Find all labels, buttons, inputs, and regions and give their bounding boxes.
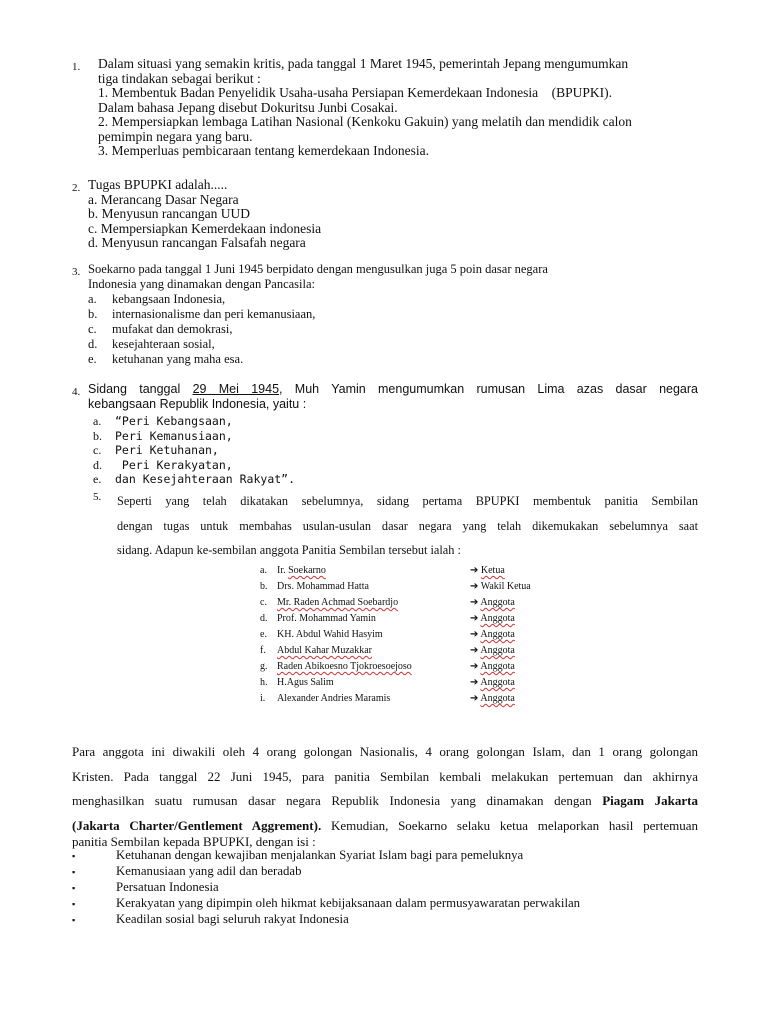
q4-option xyxy=(93,441,393,456)
closing-line: panitia Sembilan kepada BPUPKI, dengan isi : xyxy=(72,834,316,849)
bullet-icon: ▪ xyxy=(72,851,76,861)
q3-text xyxy=(88,262,688,367)
list-item xyxy=(72,864,692,880)
closing-paragraph xyxy=(72,740,698,838)
q4-option xyxy=(93,427,393,442)
option-letter: d. xyxy=(93,457,102,472)
member-letter: c. xyxy=(260,597,267,608)
option-letter: b. xyxy=(88,307,98,321)
closing-text: menghasilkan suatu rumusan dasar negara Republik Indonesia yang dinamakan dengan xyxy=(72,793,592,808)
q4-line1-start: Sidang tanggal xyxy=(88,382,181,396)
arrow-icon: ➔ xyxy=(470,597,479,608)
closing-text: Kemudian, Soekarno selaku ketua melaporkan hasil pertemuan xyxy=(321,817,698,833)
q2-question: Tugas BPUPKI adalah..... xyxy=(88,177,228,192)
option-text: dan Kesejahteraan Rakyat”. xyxy=(115,472,296,486)
bullet-icon: ▪ xyxy=(72,899,76,909)
q5-line: Seperti yang telah dikatakan sebelumnya, sidang pertama BPUPKI membentuk panitia Sembilan xyxy=(117,494,698,508)
member-role-text: Anggota xyxy=(480,661,515,672)
list-item xyxy=(72,912,692,928)
option-letter: a. xyxy=(93,414,102,428)
member-role xyxy=(470,677,515,688)
member-role-text: Anggota xyxy=(480,677,515,688)
option-letter: e. xyxy=(88,352,97,366)
member-letter: i. xyxy=(260,693,266,704)
member-role xyxy=(470,645,515,656)
member-name: Prof. Mohammad Yamin xyxy=(277,613,376,624)
q4-line2: kebangsaan Republik Indonesia, yaitu : xyxy=(88,396,307,411)
q4-number: 4. xyxy=(72,386,81,398)
member-role-text: Ketua xyxy=(480,565,505,576)
option-letter: b. xyxy=(93,428,102,443)
member-row xyxy=(260,645,540,661)
q3-option xyxy=(88,292,688,307)
option-text: mufakat dan demokrasi, xyxy=(112,322,233,336)
member-role-text: Anggota xyxy=(480,597,515,608)
q4-option xyxy=(93,470,393,485)
member-name: Raden Abikoesno Tjokroesoejoso xyxy=(277,661,412,672)
list-item-text: Ketuhanan dengan kewajiban menjalankan Syariat Islam bagi para pemeluknya xyxy=(116,848,524,862)
member-name-text: Soekarno xyxy=(288,565,326,576)
member-row xyxy=(260,597,540,613)
bullet-icon: ▪ xyxy=(72,867,76,877)
member-role xyxy=(470,613,515,624)
member-role-text: Anggota xyxy=(480,613,515,624)
piagam-jakarta-term: Piagam Jakarta xyxy=(602,793,699,808)
member-row xyxy=(260,581,540,597)
q2-text xyxy=(88,178,488,251)
q1-line: tiga tindakan sebagai berikut : xyxy=(98,70,261,86)
member-role xyxy=(470,661,515,672)
member-row xyxy=(260,613,540,629)
q4-options xyxy=(93,412,393,485)
arrow-icon: ➔ xyxy=(470,629,479,640)
q2-option: c. Mempersiapkan Kemerdekaan indonesia xyxy=(88,220,322,236)
member-row xyxy=(260,677,540,693)
arrow-icon: ➔ xyxy=(470,581,479,592)
option-text: internasionalisme dan peri kemanusiaan, xyxy=(112,307,316,321)
option-text: Peri Ketuhanan, xyxy=(115,443,219,457)
member-letter: h. xyxy=(260,677,268,688)
member-row xyxy=(260,629,540,645)
member-role xyxy=(470,629,515,640)
member-name: Mr. Raden Achmad Soebardjo xyxy=(277,597,399,608)
member-role-text: Anggota xyxy=(480,693,515,704)
q2-number: 2. xyxy=(72,182,81,194)
q5-text xyxy=(117,489,698,563)
q1-number: 1. xyxy=(72,61,81,73)
member-letter: d. xyxy=(260,613,268,624)
q3-line: Indonesia yang dinamakan dengan Pancasila: xyxy=(88,277,316,291)
arrow-icon: ➔ xyxy=(470,693,479,704)
arrow-icon: ➔ xyxy=(470,613,479,624)
option-text: kebangsaan Indonesia, xyxy=(112,292,226,306)
member-name: H.Agus Salim xyxy=(277,677,334,688)
member-letter: a. xyxy=(260,565,267,576)
member-letter: b. xyxy=(260,581,268,592)
option-text: “Peri Kebangsaan, xyxy=(115,414,233,428)
list-item-text: Keadilan sosial bagi seluruh rakyat Indonesia xyxy=(116,912,349,926)
option-text: Peri Kemanusiaan, xyxy=(115,428,233,443)
arrow-icon: ➔ xyxy=(470,677,479,688)
option-letter: d. xyxy=(88,337,98,351)
option-letter: a. xyxy=(88,292,97,306)
list-item xyxy=(72,848,692,864)
member-name: Drs. Mohammad Hatta xyxy=(277,581,369,592)
q5-line: sidang. Adapun ke-sembilan anggota Panitia Sembilan tersebut ialah : xyxy=(117,543,461,557)
option-text: kesejahteraan sosial, xyxy=(112,337,215,351)
list-item-text: Kerakyatan yang dipimpin oleh hikmat kebijaksanaan dalam permusyawaratan perwakilan xyxy=(116,896,581,910)
q4-text xyxy=(88,382,698,411)
q3-option xyxy=(88,337,688,352)
q3-option xyxy=(88,352,688,367)
q3-number: 3. xyxy=(72,266,81,278)
member-letter: f. xyxy=(260,645,266,656)
q4-date: 29 Mei 1945 xyxy=(192,382,280,396)
q4-option xyxy=(93,412,393,427)
list-item xyxy=(72,880,692,896)
option-letter: e. xyxy=(93,472,102,486)
q3-line: Soekarno pada tanggal 1 Juni 1945 berpidato dengan mengusulkan juga 5 poin dasar negara xyxy=(88,262,548,276)
list-item-text: Persatuan Indonesia xyxy=(116,880,219,894)
member-role-text: Wakil Ketua xyxy=(480,581,531,592)
closing-line: Para anggota ini diwakili oleh 4 orang golongan Nasionalis, 4 orang golongan Islam, dan 1 orang golongan xyxy=(72,744,698,759)
member-name: Alexander Andries Maramis xyxy=(277,693,391,704)
q1-line: pemimpin negara yang baru. xyxy=(98,128,253,144)
bullet-icon: ▪ xyxy=(72,883,76,893)
closing-line xyxy=(72,789,698,814)
option-text: ketuhanan yang maha esa. xyxy=(112,352,244,366)
member-row xyxy=(260,565,540,581)
member-name: Abdul Kahar Muzakkar xyxy=(277,645,372,656)
q3-option xyxy=(88,307,688,322)
option-text: Peri Kerakyatan, xyxy=(115,457,233,472)
q1-line: 1. Membentuk Badan Penyelidik Usaha-usaha Persiapan Kemerdekaan Indonesia (BPUPKI). xyxy=(98,85,612,100)
jakarta-charter-term: (Jakarta Charter/Gentlement Aggrement). xyxy=(72,817,322,833)
arrow-icon: ➔ xyxy=(470,645,479,656)
member-name: KH. Abdul Wahid Hasyim xyxy=(277,629,383,640)
member-row xyxy=(260,693,540,709)
arrow-icon: ➔ xyxy=(470,565,479,576)
q4-line1 xyxy=(88,382,698,397)
member-role xyxy=(470,581,531,592)
member-role-text: Anggota xyxy=(480,645,515,656)
member-role xyxy=(470,597,515,608)
member-row xyxy=(260,661,540,677)
option-letter: c. xyxy=(88,322,97,336)
member-role-text: Anggota xyxy=(480,629,515,640)
member-letter: e. xyxy=(260,629,267,640)
arrow-icon: ➔ xyxy=(470,661,479,672)
member-role xyxy=(470,565,505,576)
member-role xyxy=(470,693,515,704)
q5-number: 5. xyxy=(93,491,102,503)
q5-line: dengan tugas untuk membahas usulan-usulan dasar negara yang telah dikemukakan sebelumnya saat xyxy=(117,518,698,533)
q1-line: Dalam situasi yang semakin kritis, pada tanggal 1 Maret 1945, pemerintah Jepang mengumumkan xyxy=(98,56,629,71)
closing-line: Kristen. Pada tanggal 22 Juni 1945, para panitia Sembilan kembali melakukan pertemuan dan akhirnya xyxy=(72,768,698,784)
list-item xyxy=(72,896,692,912)
q4-option xyxy=(93,456,393,471)
q1-line: 2. Mempersiapkan lembaga Latihan Nasional (Kenkoku Gakuin) yang melatih dan mendidik calon xyxy=(98,114,632,129)
option-letter: c. xyxy=(93,443,102,457)
bullet-icon: ▪ xyxy=(72,915,76,925)
q4-line1-end: , Muh Yamin mengumumkan rumusan Lima azas dasar negara xyxy=(279,382,698,396)
q1-text xyxy=(98,57,698,159)
q2-option: d. Menyusun rancangan Falsafah negara xyxy=(88,235,306,250)
list-item-text: Kemanusiaan yang adil dan beradab xyxy=(116,864,302,878)
q2-option: a. Merancang Dasar Negara xyxy=(88,191,239,207)
q1-line: 3. Memperluas pembicaraan tentang kemerdekaan Indonesia. xyxy=(98,143,429,158)
q3-option xyxy=(88,322,688,337)
member-letter: g. xyxy=(260,661,268,672)
bullet-list xyxy=(72,848,692,928)
q2-option: b. Menyusun rancangan UUD xyxy=(88,206,250,221)
member-name: Ir. Soekarno xyxy=(277,565,326,576)
q1-line: Dalam bahasa Jepang disebut Dokuritsu Junbi Cosakai. xyxy=(98,99,398,115)
